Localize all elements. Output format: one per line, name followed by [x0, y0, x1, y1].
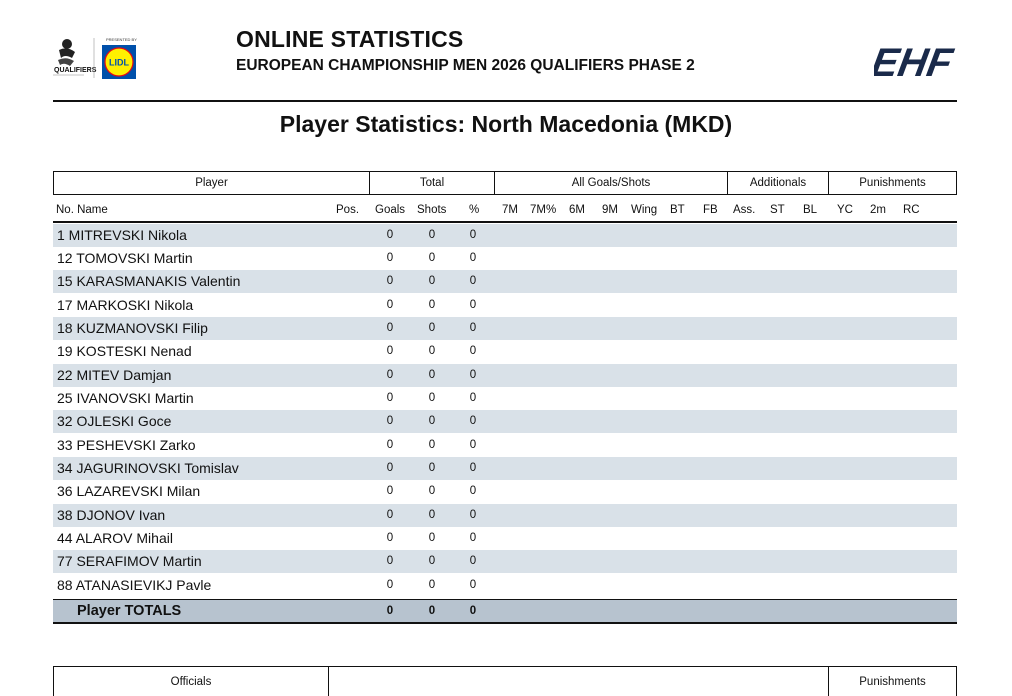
goals-cell: 0	[386, 275, 394, 287]
pct-cell: 0	[469, 392, 477, 404]
col-shots: Shots	[417, 204, 447, 216]
svg-text:EHF: EHF	[874, 40, 956, 84]
shots-cell: 0	[428, 439, 436, 451]
player-name: 17 MARKOSKI Nikola	[57, 297, 194, 313]
goals-cell: 0	[386, 252, 394, 264]
shots-cell: 0	[428, 532, 436, 544]
col-fb: FB	[703, 204, 718, 216]
table-row	[53, 224, 957, 247]
pct-cell: 0	[469, 322, 477, 334]
player-name: 18 KUZMANOVSKI Filip	[57, 320, 208, 336]
goals-cell: 0	[386, 415, 394, 427]
table-row	[53, 457, 957, 480]
totals-goals: 0	[386, 605, 394, 617]
shots-cell: 0	[428, 579, 436, 591]
col-7m: 7M	[502, 204, 518, 216]
table-row	[53, 434, 957, 457]
col-ass: Ass.	[733, 204, 756, 216]
totals-label: Player TOTALS	[77, 603, 182, 619]
officials-spacer	[328, 666, 829, 696]
player-name: 22 MITEV Damjan	[57, 367, 172, 383]
group-additionals: Additionals	[727, 171, 829, 195]
shots-cell: 0	[428, 509, 436, 521]
table-row	[53, 574, 957, 597]
handball-player-icon	[58, 39, 75, 66]
header-divider	[53, 100, 957, 102]
goals-cell: 0	[386, 462, 394, 474]
table-row	[53, 364, 957, 387]
group-punishments: Punishments	[828, 171, 957, 195]
table-row	[53, 527, 957, 550]
report-title: ONLINE STATISTICS	[236, 26, 464, 52]
goals-cell: 0	[386, 439, 394, 451]
col-6m: 6M	[569, 204, 585, 216]
goals-cell: 0	[386, 322, 394, 334]
shots-cell: 0	[428, 555, 436, 567]
pct-cell: 0	[469, 532, 477, 544]
table-row	[53, 410, 957, 433]
group-total: Total	[369, 171, 495, 195]
pct-cell: 0	[469, 345, 477, 357]
player-name: 25 IVANOVSKI Martin	[57, 390, 194, 406]
svg-text:PRESENTED BY: PRESENTED BY	[106, 37, 137, 42]
ehf-logo	[874, 28, 958, 84]
pct-cell: 0	[469, 485, 477, 497]
goals-cell: 0	[386, 299, 394, 311]
col-goals: Goals	[375, 204, 406, 216]
table-row	[53, 504, 957, 527]
pct-cell: 0	[469, 229, 477, 241]
shots-cell: 0	[428, 415, 436, 427]
svg-text:LIDL: LIDL	[109, 57, 129, 68]
table-row	[53, 480, 957, 503]
pct-cell: 0	[469, 252, 477, 264]
col-wing: Wing	[631, 204, 658, 216]
col-bl: BL	[803, 204, 818, 216]
goals-cell: 0	[386, 485, 394, 497]
col-pos: Pos.	[336, 204, 360, 216]
table-row	[53, 270, 957, 293]
goals-cell: 0	[386, 392, 394, 404]
shots-cell: 0	[428, 485, 436, 497]
shots-cell: 0	[428, 345, 436, 357]
table-row	[53, 340, 957, 363]
col-pct: %	[469, 204, 480, 216]
player-name: 19 KOSTESKI Nenad	[57, 343, 192, 359]
pct-cell: 0	[469, 462, 477, 474]
player-name: 36 LAZAREVSKI Milan	[57, 483, 201, 499]
pct-cell: 0	[469, 579, 477, 591]
group-player: Player	[53, 171, 370, 195]
shots-cell: 0	[428, 299, 436, 311]
pct-cell: 0	[469, 275, 477, 287]
competition-subtitle: EUROPEAN CHAMPIONSHIP MEN 2026 QUALIFIERS PHASE 2	[236, 57, 695, 74]
col-yc: YC	[837, 204, 853, 216]
player-name: 34 JAGURINOVSKI Tomislav	[57, 460, 239, 476]
table-row	[53, 387, 957, 410]
player-name: 1 MITREVSKI Nikola	[57, 227, 187, 243]
shots-cell: 0	[428, 369, 436, 381]
player-name: 38 DJONOV Ivan	[57, 507, 166, 523]
player-name: 15 KARASMANAKIS Valentin	[57, 273, 241, 289]
pct-cell: 0	[469, 555, 477, 567]
table-row	[53, 550, 957, 573]
goals-cell: 0	[386, 345, 394, 357]
pct-cell: 0	[469, 509, 477, 521]
qualifiers-logo	[50, 34, 140, 84]
player-name: 12 TOMOVSKI Martin	[57, 250, 193, 266]
player-name: 88 ATANASIEVIKJ Pavle	[57, 577, 212, 593]
player-name: 44 ALAROV Mihail	[57, 530, 173, 546]
player-name: 32 OJLESKI Goce	[57, 413, 172, 429]
table-row	[53, 317, 957, 340]
shots-cell: 0	[428, 322, 436, 334]
goals-cell: 0	[386, 509, 394, 521]
goals-cell: 0	[386, 579, 394, 591]
pct-cell: 0	[469, 415, 477, 427]
col-no-name: No. Name	[56, 204, 108, 216]
lidl-logo	[102, 45, 136, 79]
pct-cell: 0	[469, 369, 477, 381]
shots-cell: 0	[428, 275, 436, 287]
shots-cell: 0	[428, 229, 436, 241]
header-rule	[53, 221, 957, 223]
col-rc: RC	[903, 204, 920, 216]
shots-cell: 0	[428, 462, 436, 474]
totals-pct: 0	[469, 605, 477, 617]
player-name: 77 SERAFIMOV Martin	[57, 553, 202, 569]
col-7m-pct: 7M%	[530, 204, 557, 216]
table-row	[53, 247, 957, 270]
officials-header: Officials	[53, 666, 329, 696]
pct-cell: 0	[469, 299, 477, 311]
page-title: Player Statistics: North Macedonia (MKD)	[279, 111, 733, 137]
table-row	[53, 294, 957, 317]
goals-cell: 0	[386, 532, 394, 544]
goals-cell: 0	[386, 369, 394, 381]
totals-row	[53, 599, 957, 624]
shots-cell: 0	[428, 392, 436, 404]
goals-cell: 0	[386, 555, 394, 567]
svg-text:QUALIFIERS: QUALIFIERS	[54, 67, 97, 74]
player-name: 33 PESHEVSKI Zarko	[57, 437, 196, 453]
shots-cell: 0	[428, 252, 436, 264]
col-2m: 2m	[870, 204, 886, 216]
goals-cell: 0	[386, 229, 394, 241]
officials-punishments: Punishments	[828, 666, 957, 696]
pct-cell: 0	[469, 439, 477, 451]
col-bt: BT	[670, 204, 685, 216]
group-all-goals: All Goals/Shots	[494, 171, 728, 195]
col-st: ST	[770, 204, 785, 216]
totals-shots: 0	[428, 605, 436, 617]
col-9m: 9M	[602, 204, 618, 216]
